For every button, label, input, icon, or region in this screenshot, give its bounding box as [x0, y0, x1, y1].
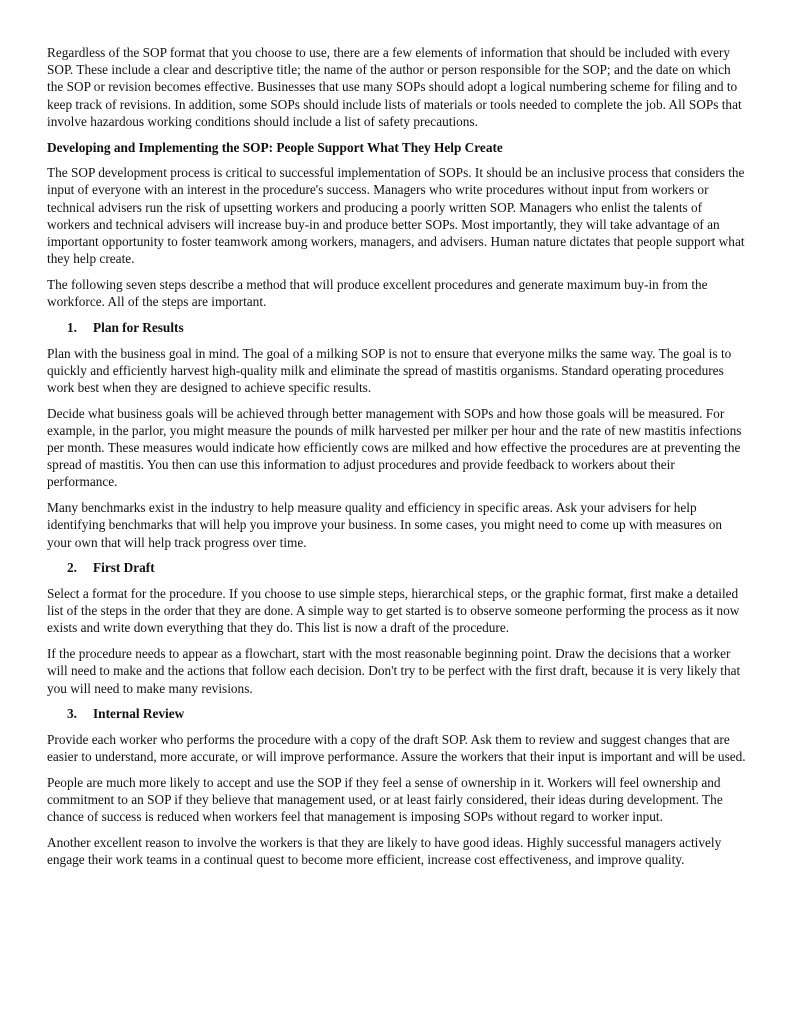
plan-paragraph-2: Decide what business goals will be achieved through better management with SOPs and how those goals will be measured. For example, in the parlor, you might measure the pounds of milk harvested per milker per hour and the rate of new mastitis infections per month. These measures would indicate how efficiently cows are milked and how effective the procedures are at preventing the spread of mastitis. You then can use this information to adjust procedures and provide feedback to workers about their performance.: [47, 405, 742, 490]
step-number: 3.: [67, 706, 77, 722]
step-title: Internal Review: [93, 706, 185, 722]
step-heading-internal-review: [47, 705, 747, 722]
section-heading: Developing and Implementing the SOP: People Support What They Help Create: [47, 139, 503, 155]
step-heading-first-draft: [47, 559, 747, 576]
intro-paragraph: Regardless of the SOP format that you choose to use, there are a few elements of information that should be included with every SOP. These include a clear and descriptive title; the name of the author or person responsible for the SOP; and the date on which the SOP or revision becomes effective. Businesses that use many SOPs should adopt a logical numbering scheme for filing and to keep track of revisions. In addition, some SOPs should include lists of materials or tools needed to complete the job. All SOPs that involve hazardous working conditions should include a list of safety precautions.: [47, 45, 742, 129]
plan-paragraph-1: Plan with the business goal in mind. The goal of a milking SOP is not to ensure that everyone milks the same way. The goal is to quickly and efficiently harvest high-quality milk and eliminate the spread of mastitis organisms. Standard operating procedures work best when they are designed to achieve specific results.: [47, 345, 732, 395]
review-paragraph-3: Another excellent reason to involve the workers is that they are likely to have good ideas. Highly successful managers actively engage their work teams in a continual quest to become more efficient, increase cost effectiveness, and improve quality.: [47, 834, 722, 868]
development-paragraph-1: The SOP development process is critical to successful implementation of SOPs. It should be an inclusive process that considers the input of everyone with an interest in the procedure's success. Managers who write procedures without input from workers or technical advisers run the risk of upsetting workers and producing a poorly written SOP. Managers who enlist the talents of workers and technical advisers will increase buy-in and produce better SOPs. Most importantly, they will take advantage of an important opportunity to foster teamwork among workers, managers, and advisers. Human nature dictates that people support what they help create.: [47, 165, 745, 267]
draft-paragraph-1: Select a format for the procedure. If you choose to use simple steps, hierarchical steps, or the graphic format, first make a detailed list of the steps in the order that they are done. A simple way to get started is to observe someone performing the process as it now exists and write down everything that they do. This list is now a draft of the procedure.: [47, 585, 740, 636]
step-title: Plan for Results: [93, 319, 184, 335]
development-paragraph-2: The following seven steps describe a method that will produce excellent procedures and generate maximum buy-in from the workforce. All of the steps are important.: [47, 276, 708, 310]
draft-paragraph-2: If the procedure needs to appear as a flowchart, start with the most reasonable beginning point. Draw the decisions that a worker will need to make and the actions that follow each decision. Don't try to be perfect with the first draft, because it is very likely that you will need to make many revisions.: [47, 646, 741, 696]
step-heading-plan: [47, 319, 747, 336]
document-page: [47, 44, 747, 877]
step-number: 2.: [67, 560, 77, 576]
review-paragraph-2: People are much more likely to accept and use the SOP if they feel a sense of ownership in it. Workers will feel ownership and commitment to an SOP if they believe that management used, or at least fairly considered, their ideas during development. The chance of success is reduced when workers feel that management is imposing SOPs without regard to worker input.: [47, 774, 723, 825]
plan-paragraph-3: Many benchmarks exist in the industry to help measure quality and efficiency in specific areas. Ask your advisers for help identifying benchmarks that will help you improve your business. In some cases, you might need to come up with measures on your own that will help track progress over time.: [47, 500, 723, 550]
step-title: First Draft: [93, 560, 155, 576]
step-number: 1.: [67, 319, 77, 335]
review-paragraph-1: Provide each worker who performs the procedure with a copy of the draft SOP. Ask them to review and suggest changes that are easier to understand, more accurate, or will improve performance. Assure the workers that their input is important and will be used.: [47, 731, 746, 765]
